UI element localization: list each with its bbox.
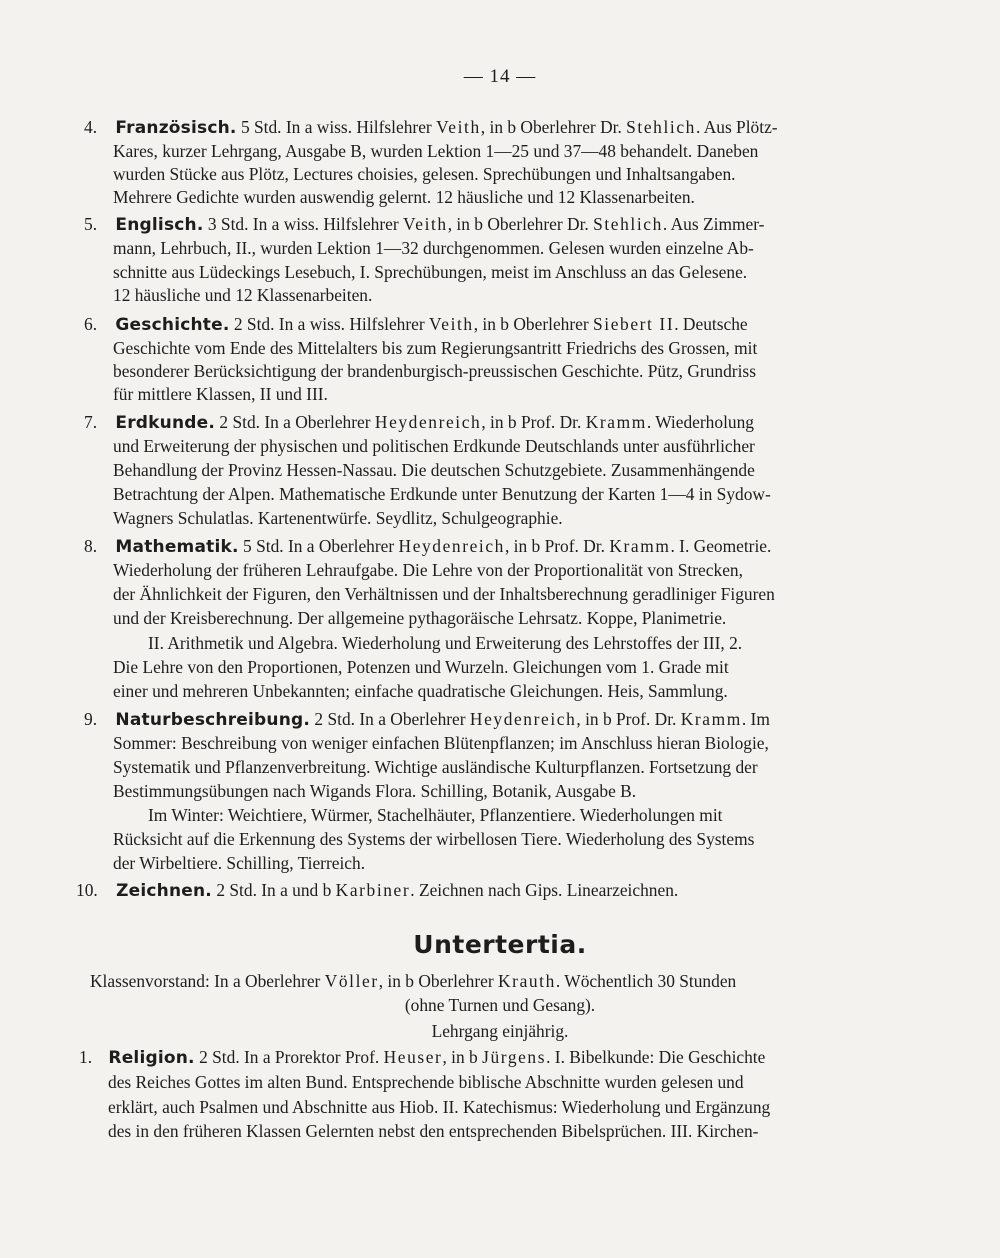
text-run: . Aus Zimmer- bbox=[662, 214, 765, 234]
section-number: 6. bbox=[84, 314, 98, 334]
text-line: des Reiches Gottes im alten Bund. Entsprechende biblische Abschnitte wurden gelesen und bbox=[108, 1072, 744, 1092]
text-line: Rücksicht auf die Erkennung des Systems der wirbellosen Tiere. Wiederholung des Systems bbox=[113, 829, 755, 849]
text-run: . Wöchentlich 30 Stunden bbox=[555, 971, 737, 991]
text-line: Geschichte vom Ende des Mittelalters bis zum Regierungsantritt Friedrichs des Grossen, mit bbox=[113, 338, 758, 358]
teacher-name: Karbiner bbox=[335, 880, 411, 900]
section-first-line bbox=[84, 535, 771, 558]
text-run: , in b Prof. Dr. bbox=[481, 412, 586, 432]
text-line: mann, Lehrbuch, II., wurden Lektion 1—32 durchgenommen. Gelesen wurden einzelne Ab- bbox=[113, 238, 754, 258]
text-run: , in b Oberlehrer bbox=[473, 314, 594, 334]
text-run: 2 Std. In a Oberlehrer bbox=[219, 412, 375, 432]
text-line: für mittlere Klassen, II und III. bbox=[113, 384, 328, 404]
section-first-line bbox=[79, 1046, 765, 1069]
text-line: einer und mehreren Unbekannten; einfache quadratische Gleichungen. Heis, Sammlung. bbox=[113, 681, 728, 701]
classleader-note: (ohne Turnen und Gesang). bbox=[404, 995, 596, 1015]
section-first-line bbox=[84, 708, 770, 731]
teacher-name: Kramm bbox=[585, 412, 647, 432]
text-run: . Wiederholung bbox=[646, 412, 754, 432]
section-number: 4. bbox=[84, 117, 98, 137]
text-run: . I. Bibelkunde: Die Geschichte bbox=[546, 1047, 766, 1067]
teacher-name: Stehlich bbox=[626, 117, 696, 137]
text-line: Bestimmungsübungen nach Wigands Flora. Schilling, Botanik, Ausgabe B. bbox=[113, 781, 637, 801]
text-run: 2 Std. In a Oberlehrer bbox=[314, 709, 470, 729]
text-line: Wiederholung der früheren Lehraufgabe. Die Lehre von der Proportionalität von Strecken, bbox=[113, 560, 743, 580]
section-number: 7. bbox=[84, 412, 98, 432]
text-run: , in b bbox=[442, 1047, 483, 1067]
text-line: besonderer Berücksichtigung der brandenburgisch-preussischen Geschichte. Pütz, Grundriss bbox=[113, 361, 756, 381]
section-number: 1. bbox=[79, 1047, 93, 1067]
text-run: , in b Oberlehrer Dr. bbox=[447, 214, 594, 234]
section-heading: Zeichnen. bbox=[116, 881, 212, 901]
class-title: Untertertia. bbox=[413, 930, 587, 959]
teacher-name: Stehlich bbox=[593, 214, 663, 234]
text-run: . Im bbox=[741, 709, 770, 729]
teacher-name: Veith bbox=[429, 314, 474, 334]
section-heading: Englisch. bbox=[115, 215, 204, 235]
text-line: Behandlung der Provinz Hessen-Nassau. Die deutschen Schutzgebiete. Zusammenhängende bbox=[113, 460, 755, 480]
lehrgang-note: Lehrgang einjährig. bbox=[431, 1021, 569, 1041]
text-line: Systematik und Pflanzenverbreitung. Wichtige ausländische Kulturpflanzen. Fortsetzung der bbox=[113, 757, 758, 777]
text-run: 5 Std. In a Oberlehrer bbox=[243, 536, 399, 556]
section-heading: Geschichte. bbox=[115, 315, 230, 335]
teacher-name: Heydenreich bbox=[374, 412, 482, 432]
text-line: Betrachtung der Alpen. Mathematische Erdkunde unter Benutzung der Karten 1—4 in Sydow- bbox=[113, 484, 771, 504]
teacher-name: Veith bbox=[403, 214, 448, 234]
text-line: II. Arithmetik und Algebra. Wiederholung und Erweiterung des Lehrstoffes der III, 2. bbox=[148, 633, 743, 653]
text-run: 2 Std. In a Prorektor Prof. bbox=[199, 1047, 384, 1067]
text-run: Klassenvorstand: In a Oberlehrer bbox=[90, 971, 325, 991]
text-line: der Ähnlichkeit der Figuren, den Verhältnissen und der Inhaltsberechnung geradliniger Figuren bbox=[113, 584, 775, 604]
text-run: . Zeichnen nach Gips. Linearzeichnen. bbox=[410, 880, 679, 900]
text-line: Wagners Schulatlas. Kartenentwürfe. Seydlitz, Schulgeographie. bbox=[113, 508, 563, 528]
section-number: 5. bbox=[84, 214, 98, 234]
teacher-name: Krauth bbox=[498, 971, 556, 991]
teacher-name: Kramm bbox=[609, 536, 671, 556]
text-run: 5 Std. In a wiss. Hilfslehrer bbox=[240, 117, 437, 137]
section-heading: Französisch. bbox=[115, 118, 237, 138]
text-line: Im Winter: Weichtiere, Würmer, Stachelhäuter, Pflanzentiere. Wiederholungen mit bbox=[148, 805, 723, 825]
text-run: , in b Prof. Dr. bbox=[504, 536, 610, 556]
text-line: des in den früheren Klassen Gelernten nebst den entsprechenden Bibelsprüchen. III. Kirchen- bbox=[108, 1121, 759, 1141]
text-run: 2 Std. In a und b bbox=[216, 880, 336, 900]
text-line: der Wirbeltiere. Schilling, Tierreich. bbox=[113, 853, 366, 873]
section-first-line bbox=[84, 411, 754, 434]
text-run: . Deutsche bbox=[674, 314, 748, 334]
section-first-line bbox=[84, 313, 748, 336]
text-run: . I. Geometrie. bbox=[670, 536, 772, 556]
text-line: schnitte aus Lüdeckings Lesebuch, I. Sprechübungen, meist im Anschluss an das Gelesene. bbox=[113, 262, 748, 282]
text-run: 3 Std. In a wiss. Hilfslehrer bbox=[207, 214, 404, 234]
section-number: 9. bbox=[84, 709, 98, 729]
text-line: Mehrere Gedichte wurden auswendig gelernt. 12 häusliche und 12 Klassenarbeiten. bbox=[113, 187, 695, 207]
teacher-name: Kramm bbox=[680, 709, 742, 729]
text-line: Sommer: Beschreibung von weniger einfachen Blütenpflanzen; im Anschluss hieran Biologie, bbox=[113, 733, 769, 753]
section-heading: Naturbeschreibung. bbox=[115, 710, 311, 730]
text-line: 12 häusliche und 12 Klassenarbeiten. bbox=[113, 285, 373, 305]
section-heading: Erdkunde. bbox=[115, 413, 216, 433]
section-heading: Religion. bbox=[108, 1048, 195, 1068]
text-run: , in b Oberlehrer bbox=[378, 971, 499, 991]
teacher-name: Heydenreich bbox=[398, 536, 505, 556]
teacher-name: Jürgens bbox=[482, 1047, 547, 1067]
text-run: 2 Std. In a wiss. Hilfslehrer bbox=[233, 314, 430, 334]
teacher-name: Siebert II bbox=[593, 314, 675, 334]
section-first-line bbox=[76, 879, 678, 902]
text-line: erklärt, auch Psalmen und Abschnitte aus Hiob. II. Katechismus: Wiederholung und Ergänzung bbox=[108, 1097, 771, 1117]
section-first-line bbox=[84, 116, 778, 139]
text-line: Kares, kurzer Lehrgang, Ausgabe B, wurden Lektion 1—25 und 37—48 behandelt. Daneben bbox=[113, 141, 759, 161]
page-number: — 14 — bbox=[463, 66, 537, 87]
section-number: 10. bbox=[76, 880, 98, 900]
teacher-name: Völler bbox=[324, 971, 379, 991]
section-number: 8. bbox=[84, 536, 98, 556]
text-line: Die Lehre von den Proportionen, Potenzen und Wurzeln. Gleichungen vom 1. Grade mit bbox=[113, 657, 729, 677]
section-first-line bbox=[84, 213, 764, 236]
text-line: und der Kreisberechnung. Der allgemeine pythagoräische Lehrsatz. Koppe, Planimetrie. bbox=[113, 608, 727, 628]
teacher-name: Veith bbox=[436, 117, 481, 137]
text-run: , in b Oberlehrer Dr. bbox=[480, 117, 627, 137]
text-line: und Erweiterung der physischen und politischen Erdkunde Deutschlands unter ausführlicher bbox=[113, 436, 755, 456]
text-run: , in b Prof. Dr. bbox=[576, 709, 681, 729]
text-line: wurden Stücke aus Plötz, Lectures choisies, gelesen. Sprechübungen und Inhaltsangaben. bbox=[113, 164, 736, 184]
text-run: . Aus Plötz- bbox=[695, 117, 778, 137]
section-heading: Mathematik. bbox=[115, 537, 239, 557]
teacher-name: Heydenreich bbox=[469, 709, 577, 729]
classleader-line bbox=[90, 970, 736, 992]
teacher-name: Heuser bbox=[383, 1047, 443, 1067]
